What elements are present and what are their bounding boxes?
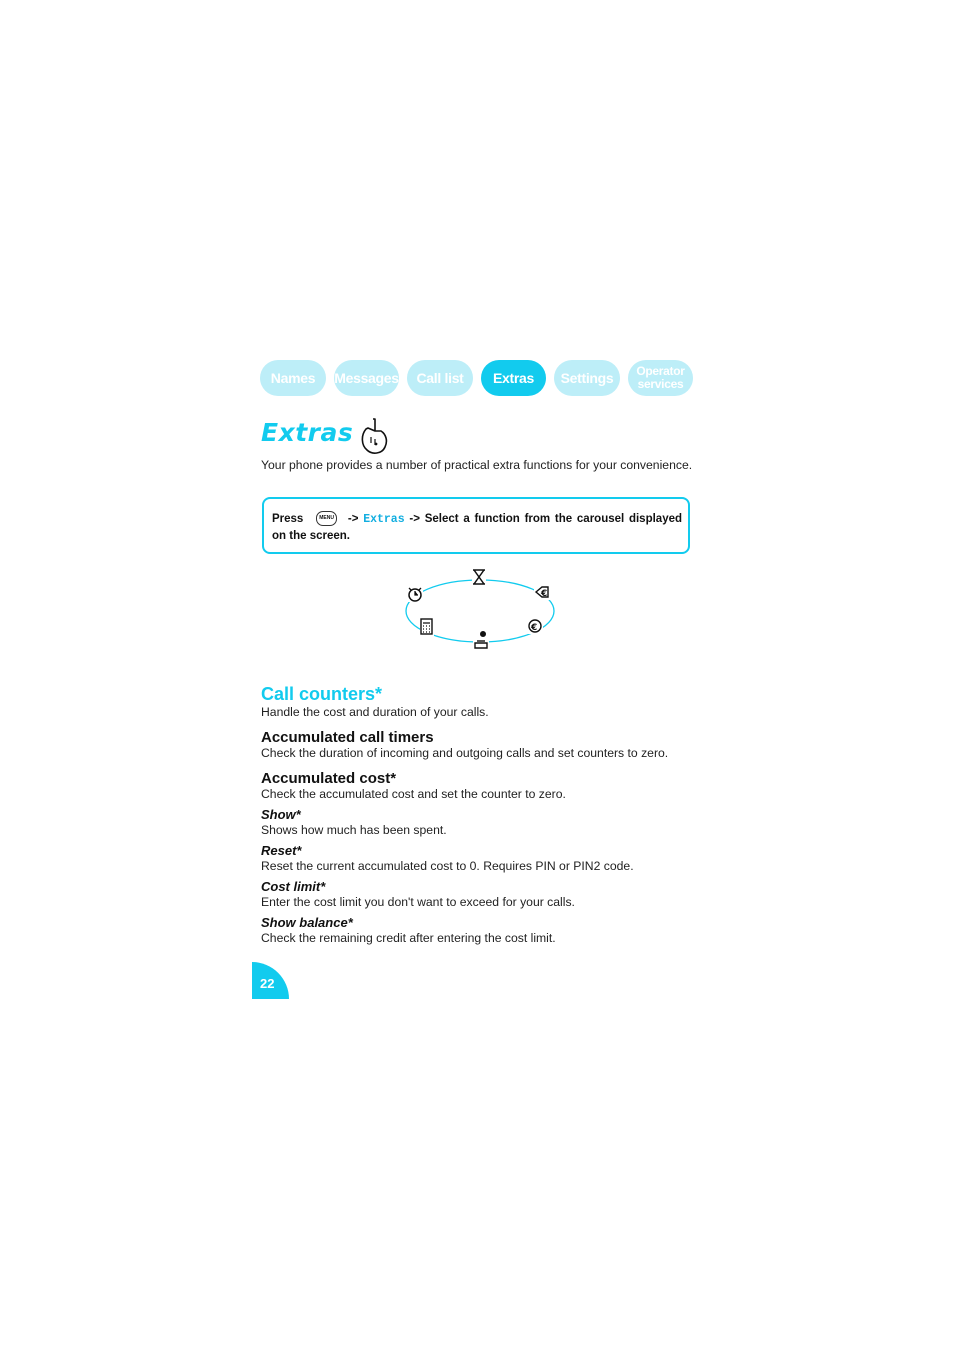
instruction-rest: Select a function from the carousel displayed on the screen.: [272, 513, 683, 542]
item-text: Check the duration of incoming and outgoing calls and set counters to zero.: [261, 746, 669, 760]
arrow: ->: [347, 513, 359, 525]
subitem-text: Reset the current accumulated cost to 0. Requires PIN or PIN2 code.: [261, 859, 634, 873]
section-description: Handle the cost and duration of your calls.: [261, 705, 489, 719]
svg-text:€: €: [531, 623, 538, 633]
page-title: Extras: [261, 418, 354, 447]
tab-label-line2: services: [637, 377, 684, 391]
calculator-euro-icon: [527, 618, 543, 634]
item-heading: Accumulated cost*: [261, 770, 397, 787]
euro-converter-icon: [534, 584, 550, 600]
item-heading: Accumulated call timers: [261, 729, 434, 746]
tab-names[interactable]: [260, 360, 326, 396]
tab-label-line1: Operator: [636, 364, 685, 378]
tab-label: Extras: [492, 369, 534, 386]
subitem-text: Shows how much has been spent.: [261, 823, 447, 837]
tab-label: Settings: [560, 369, 614, 386]
subitem-heading: Show balance*: [261, 915, 353, 930]
menu-item-extras: Extras: [363, 513, 405, 526]
subitem-heading: Cost limit*: [261, 879, 326, 894]
tab-label: Call list: [416, 369, 464, 386]
arrow: ->: [409, 513, 420, 525]
subitem-heading: Show*: [261, 807, 301, 822]
section-heading: Call counters*: [261, 684, 383, 704]
tab-label: Names: [270, 369, 316, 386]
tab-label: Messages: [334, 369, 399, 386]
item-text: Check the accumulated cost and set the counter to zero.: [261, 787, 566, 801]
press-label: Press: [272, 513, 304, 525]
extras-carousel: [400, 565, 560, 657]
tab-messages[interactable]: [334, 360, 399, 396]
contact-person-icon: [473, 630, 489, 650]
tab-settings[interactable]: [554, 360, 620, 396]
tab-label: [636, 365, 684, 391]
menu-key-icon: MENU: [316, 511, 337, 526]
hand-pointer-icon: [357, 417, 391, 457]
page-number: 22: [252, 962, 289, 999]
instruction-text: [272, 511, 682, 544]
svg-text:€: €: [541, 589, 548, 599]
tab-call-list[interactable]: [407, 360, 473, 396]
subitem-heading: Reset*: [261, 843, 302, 858]
alarm-clock-icon: [407, 586, 423, 602]
subitem-text: Enter the cost limit you don't want to exceed for your calls.: [261, 895, 575, 909]
tab-operator-services[interactable]: [628, 360, 693, 396]
subitem-text: Check the remaining credit after entering the cost limit.: [261, 931, 556, 945]
calculator-icon: [420, 618, 434, 636]
intro-paragraph: Your phone provides a number of practical extra functions for your convenience.: [261, 458, 693, 472]
hourglass-icon: [472, 569, 486, 585]
tab-extras[interactable]: [481, 360, 546, 396]
